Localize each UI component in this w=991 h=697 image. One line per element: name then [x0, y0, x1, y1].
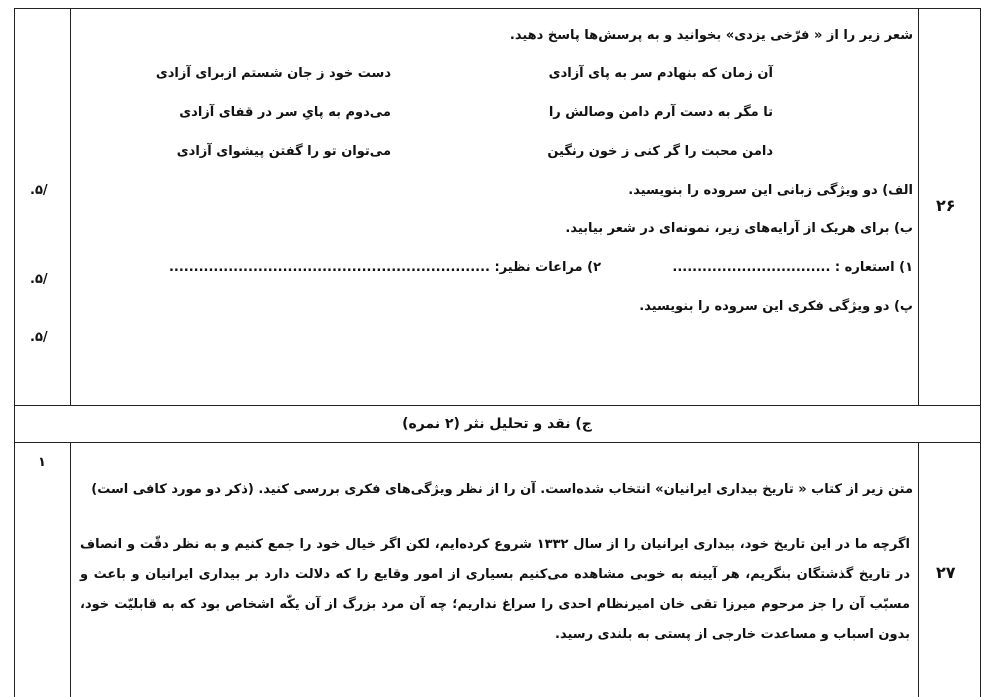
part-b-question: ب) برای هریک از آرایه‌های زیر، نمونه‌ای در شعر بیابید. — [565, 221, 913, 236]
verse-1-left: دست خود ز جان شستم ازبرای آزادی — [155, 66, 391, 81]
verse-3-left: می‌توان تو را گفتن پیشوای آزادی — [176, 144, 391, 159]
column-divider-number — [918, 8, 919, 406]
score-part-a: .۵/ — [30, 183, 48, 198]
verse-3-right: دامن محبت را گر کنی ز خون رنگین — [547, 144, 773, 159]
table-border-right — [980, 8, 981, 697]
question-number: ۲۶ — [936, 196, 956, 215]
part-a-question: الف) دو ویژگی زبانی این سروده را بنویسید. — [628, 183, 913, 198]
verse-2-left: می‌دوم به پایِ سر در قفای آزادی — [179, 105, 391, 120]
verse-1-right: آن زمان که بنهادم سر به پای آزادی — [548, 66, 773, 81]
part-b-item-1: ۱) استعاره : ................................ — [672, 260, 913, 275]
column-divider-score-q27 — [70, 442, 71, 697]
column-divider-number-q27 — [918, 442, 919, 697]
score-part-b: .۵/ — [30, 272, 48, 287]
q27-intro: متن زیر از کتاب « تاریخ بیداری ایرانیان» انتخاب شده‌است. آن را از نظر ویژگی‌های فکری بررسی کنید. (ذکر دو مورد کافی است) — [91, 482, 913, 497]
section-title: ج) نقد و تحلیل نثر (۲ نمره) — [402, 416, 592, 432]
score-part-c: .۵/ — [30, 330, 48, 345]
row-divider-header-bottom — [14, 442, 981, 443]
verse-2-right: تا مگر به دست آرم دامن وصالش را — [548, 105, 773, 120]
q27-passage: اگرچه ما در این تاریخ خود، بیداری ایرانیان را از سال ۱۳۳۲ شروع کرده‌ایم، لکن اگر خیال خود را جمع کنیم و به نظر دقّت و انصاف در تاریخ گذشتگان بنگریم، هر آیینه به خوبی مشاهده می‌کنیم بسیاری از امور وقایع را که دلالت دارد بر بیداری ایرانیان و باعث و مسبّب آن را جز مرحوم میرزا تقی خان امیرنظام احدی را سراغ نداریم؛ چه آن مرد بزرگ از آن یکّه اشخاص بود که به قابلیّت خود، بدون اسباب و مساعدت خارجی از پستی به بلندی رسید. — [80, 537, 911, 642]
question-number-27: ۲۷ — [936, 563, 956, 582]
score-q27: ۱ — [38, 455, 46, 470]
column-divider-score — [70, 8, 71, 406]
table-border-top — [14, 8, 981, 9]
question-intro: شعر زیر را از « فرّخی یزدی» بخوانید و به پرسش‌ها پاسخ دهید. — [509, 28, 913, 43]
part-b-item-2: ۲) مراعات نظیر: ................................................................. — [168, 260, 601, 275]
part-c-question: پ) دو ویژگی فکری این سروده را بنویسید. — [639, 299, 913, 314]
table-border-left — [14, 8, 15, 697]
